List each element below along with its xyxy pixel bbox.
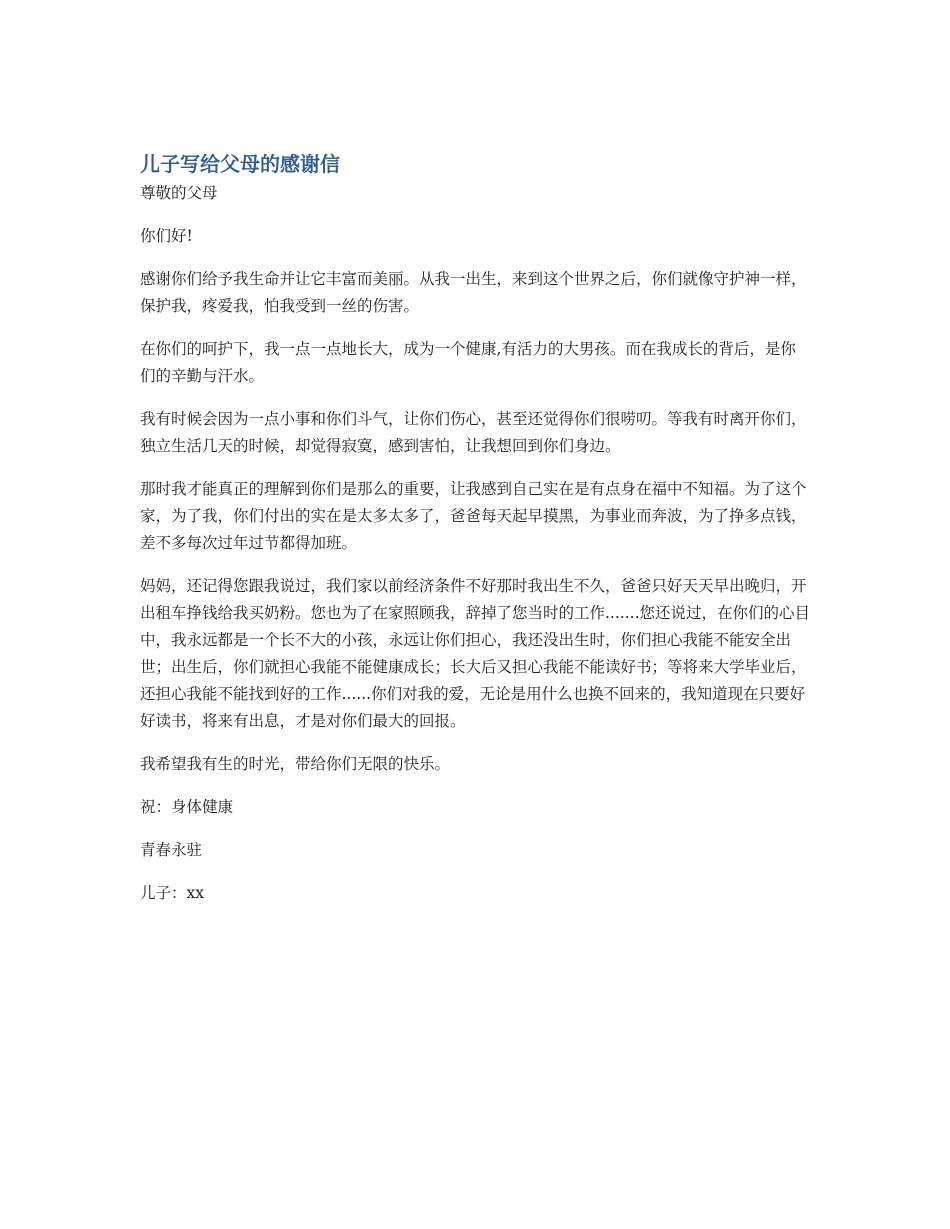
signature: 儿子：xx [140, 884, 204, 902]
paragraph-6: 我希望我有生的时光，带给你们无限的快乐。 [140, 755, 451, 773]
paragraph-4: 那时我才能真正的理解到你们是那么的重要，让我感到自己实在是有点身在福中不知福。为了这个家，为了我，你们付出的实在是太多太多了，爸爸每天起早摸黑，为事业而奔波，为了挣多点钱，差不多每次过年过节都得加班。 [140, 480, 807, 552]
greeting: 你们好! [140, 227, 193, 245]
blessing-line-2: 青春永驻 [140, 841, 203, 859]
salutation: 尊敬的父母 [140, 184, 218, 202]
paragraph-3: 我有时候会因为一点小事和你们斗气，让你们伤心，甚至还觉得你们很唠叨。等我有时离开你们，独立生活几天的时候，却觉得寂寞，感到害怕，让我想回到你们身边。 [140, 410, 807, 455]
paragraph-5: 妈妈，还记得您跟我说过，我们家以前经济条件不好那时我出生不久，爸爸只好天天早出晚归，开出租车挣钱给我买奶粉。您也为了在家照顾我，辞掉了您当时的工作.......您还说过，在你们的心目中，我永远都是一个长不大的小孩，永远让你们担心，我还没出生时，你们担心我能不能安全出世；出生后，你们就担心我能不能健康成长；长大后又担心我能不能读好书；等将来大学毕业后，还担心我能不能找到好的工作......你们对我的爱，无论是用什么也换不回来的，我知道现在只要好好读书，将来有出息，才是对你们最大的回报。 [140, 577, 810, 730]
blessing-line-1: 祝：身体健康 [140, 798, 234, 816]
paragraph-1: 感谢你们给予我生命并让它丰富而美丽。从我一出生，来到这个世界之后，你们就像守护神一样，保护我，疼爱我，怕我受到一丝的伤害。 [140, 270, 807, 315]
paragraph-2: 在你们的呵护下，我一点一点地长大，成为一个健康,有活力的大男孩。而在我成长的背后，是你们的辛勤与汗水。 [140, 340, 796, 385]
document-title: 儿子写给父母的感谢信 [140, 152, 340, 176]
letter-body [140, 148, 810, 923]
